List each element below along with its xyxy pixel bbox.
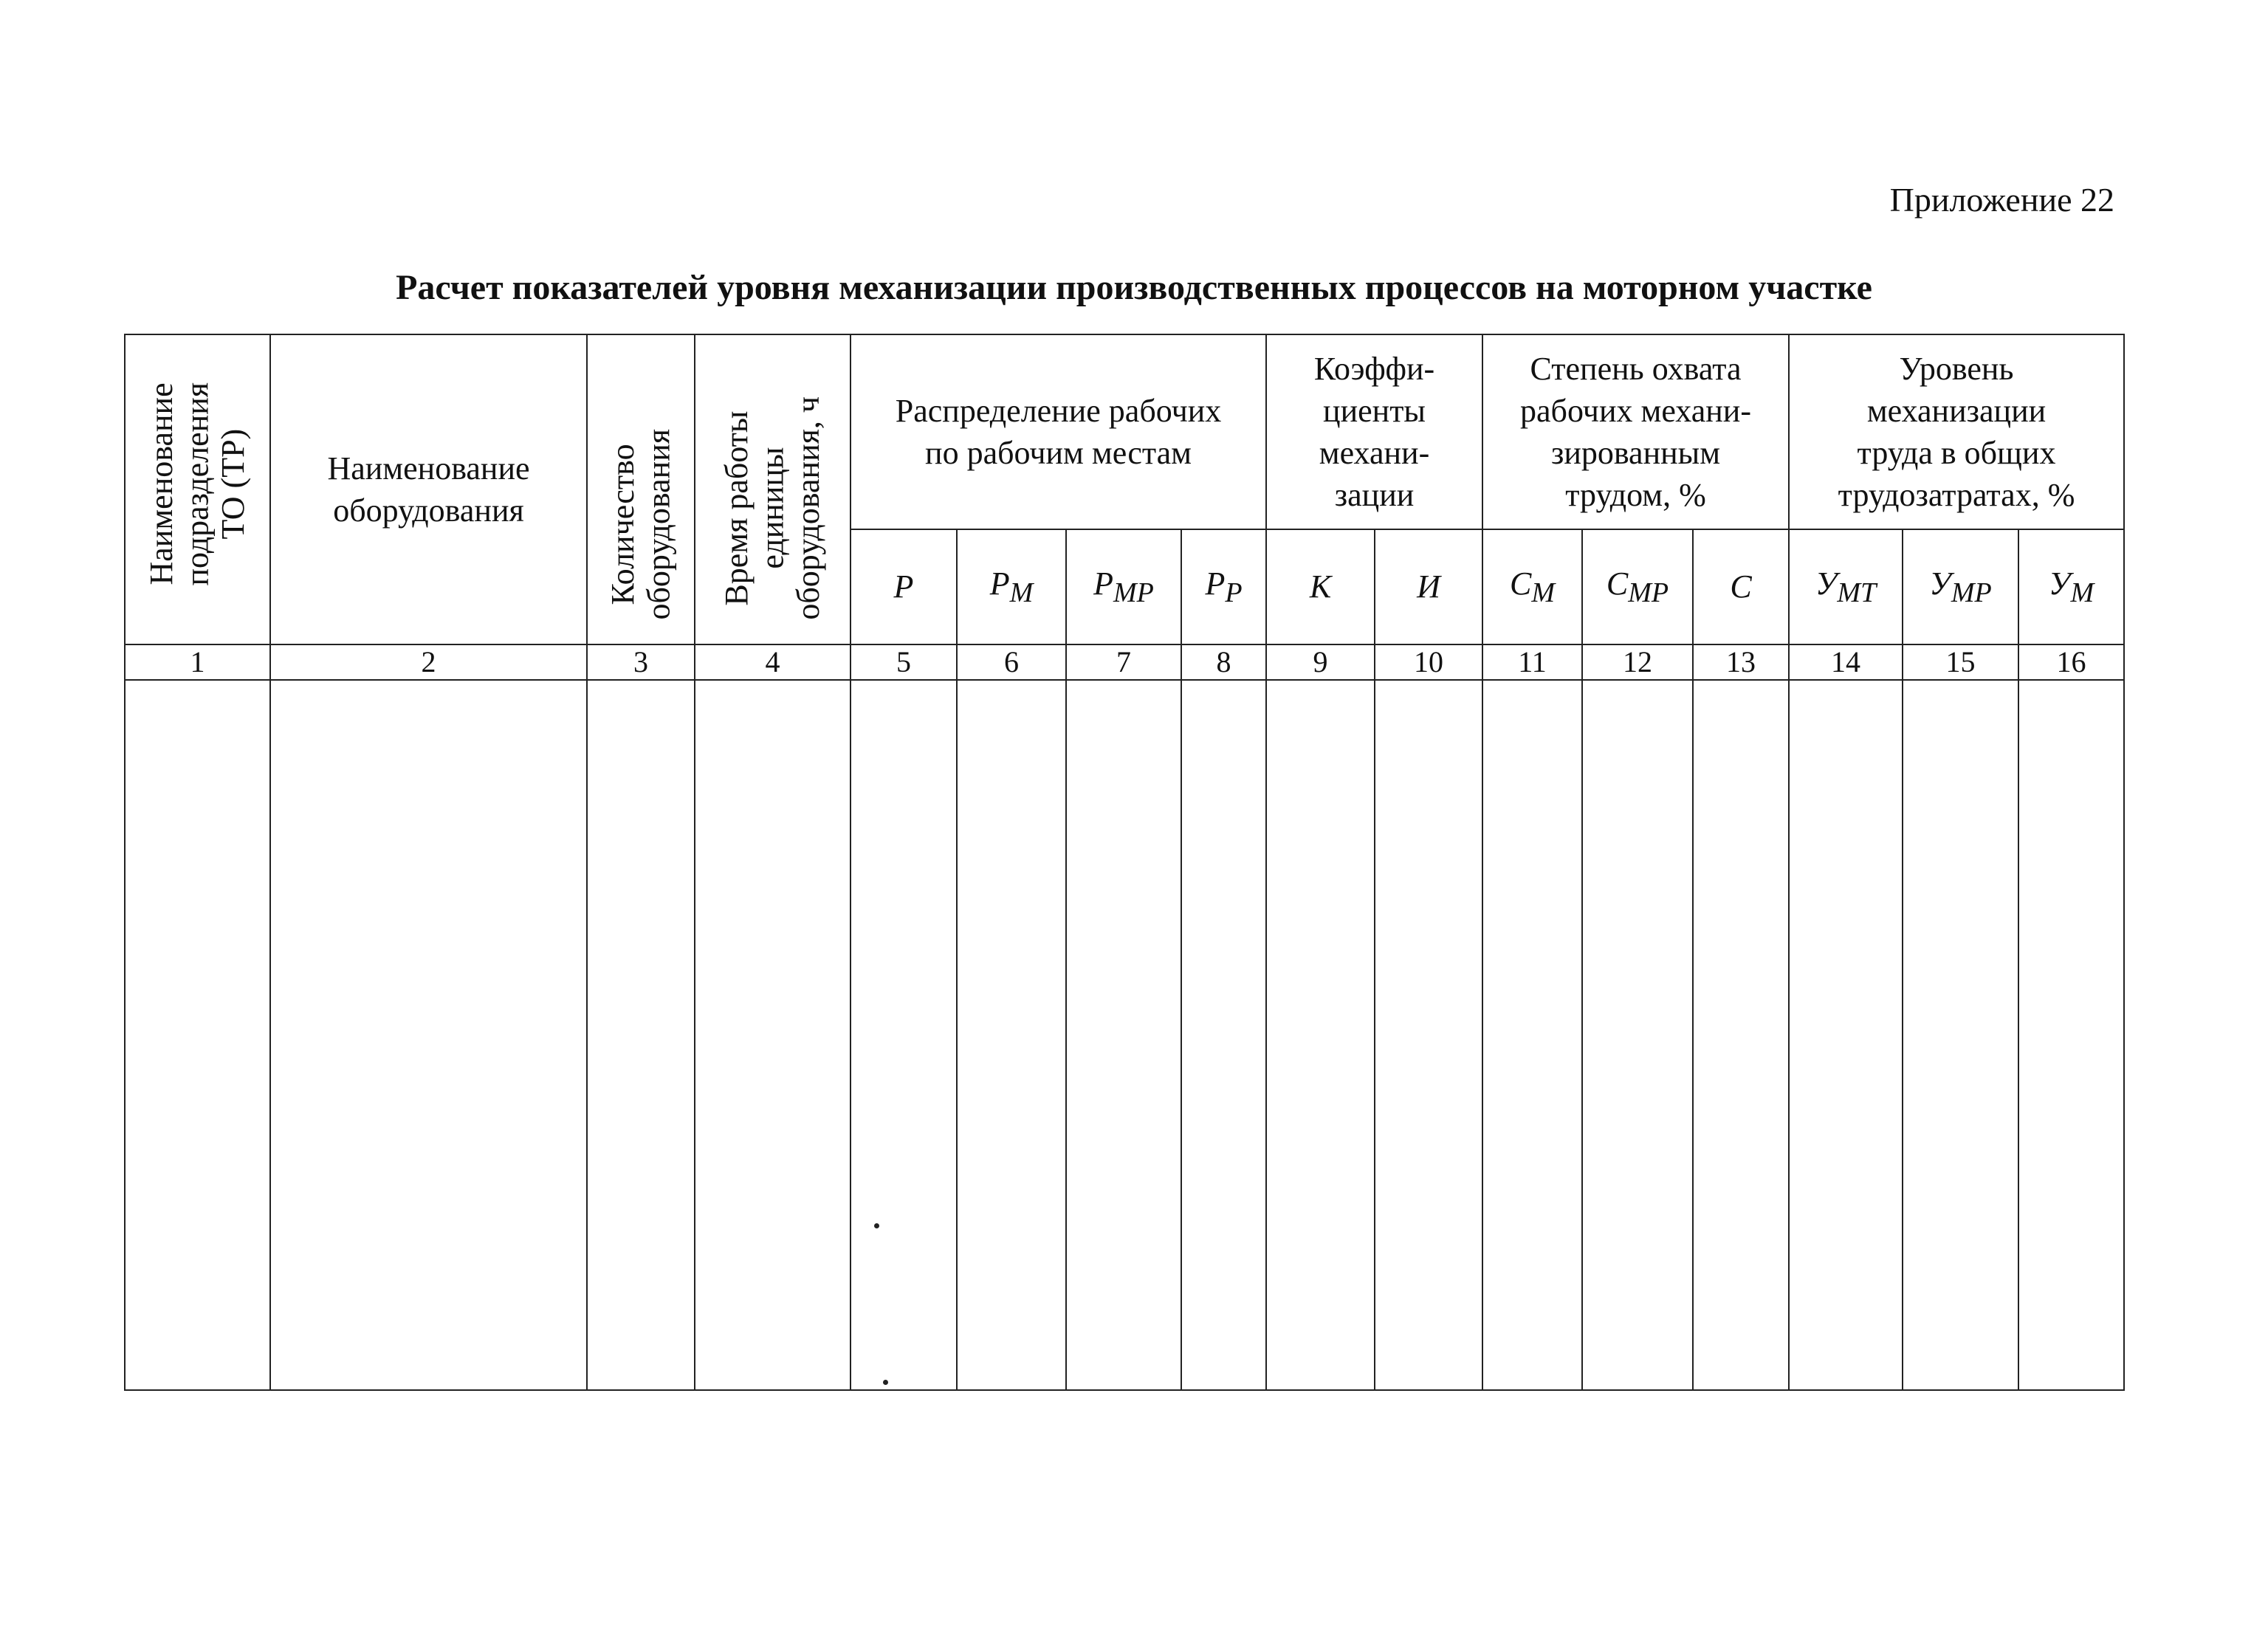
header-equipment-name: Наименование оборудования [270,334,587,644]
column-number: 3 [587,644,695,680]
data-cell [1181,680,1266,1390]
mechanization-table [124,334,2125,1391]
symbol-umt: $У_{МТ}$ [1789,529,1903,644]
symbol-pmr: $Р_{МР}$ [1066,529,1181,644]
column-number: 12 [1582,644,1693,680]
column-number: 4 [695,644,850,680]
scan-speck [874,1223,879,1228]
header-subdivision: Наименование подразделения ТО (ТР) [125,334,270,644]
header-mechanization-coefficients: Коэффи- циенты механи- зации [1266,334,1482,529]
data-cell [270,680,587,1390]
column-number: 11 [1482,644,1582,680]
document-title: Расчет показателей уровня механизации производственных процессов на моторном участке [396,268,1872,307]
column-number: 5 [850,644,957,680]
data-cell [695,680,850,1390]
scan-speck [883,1380,888,1385]
column-number: 7 [1066,644,1181,680]
empty-data-row [125,680,2124,1390]
data-cell [957,680,1066,1390]
header-worker-distribution: Распределение рабочих по рабочим местам [850,334,1266,529]
data-cell [1582,680,1693,1390]
header-work-time: Время работы единицы оборудования, ч [695,334,850,644]
column-number: 9 [1266,644,1375,680]
header-equipment-quantity: Количество оборудования [587,334,695,644]
column-number: 15 [1903,644,2018,680]
data-cell [587,680,695,1390]
symbol-um: $У_М$ [2018,529,2124,644]
symbol-k: К [1266,529,1375,644]
symbol-pm: $Р_М$ [957,529,1066,644]
symbol-i: И [1375,529,1482,644]
data-cell [1482,680,1582,1390]
symbol-smr: $С_{МР}$ [1582,529,1693,644]
column-number: 10 [1375,644,1482,680]
symbol-p: Р [850,529,957,644]
header-coverage-degree: Степень охвата рабочих механи- зированным трудом, % [1482,334,1789,529]
column-number: 13 [1693,644,1789,680]
column-number: 1 [125,644,270,680]
column-number: 14 [1789,644,1903,680]
column-number: 16 [2018,644,2124,680]
appendix-label: Приложение 22 [1889,181,2114,219]
data-cell [1066,680,1181,1390]
column-number: 2 [270,644,587,680]
data-cell [1693,680,1789,1390]
data-cell [2018,680,2124,1390]
data-cell [1789,680,1903,1390]
data-cell [125,680,270,1390]
header-mechanization-level: Уровень механизации труда в общих трудозатратах, % [1789,334,2124,529]
column-number-row [125,644,2124,680]
symbol-pr: $Р_Р$ [1181,529,1266,644]
data-cell [1375,680,1482,1390]
column-number: 8 [1181,644,1266,680]
symbol-sm: $С_М$ [1482,529,1582,644]
data-cell [1903,680,2018,1390]
symbol-s: С [1693,529,1789,644]
column-number: 6 [957,644,1066,680]
symbol-umr: $У_{МР}$ [1903,529,2018,644]
data-cell [850,680,957,1390]
data-cell [1266,680,1375,1390]
